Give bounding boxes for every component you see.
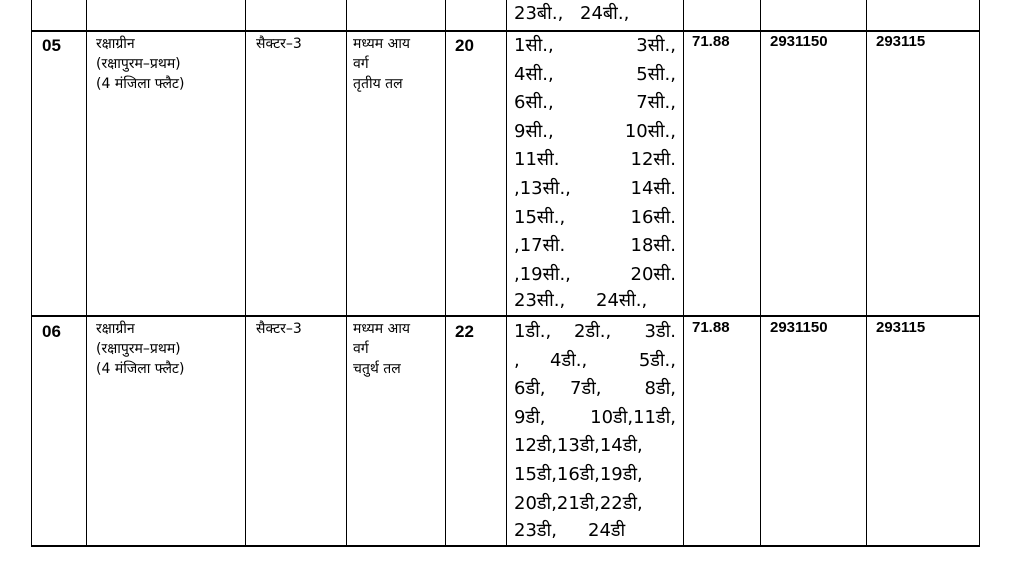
flat-number: ,13सी., xyxy=(514,178,571,199)
flat-line xyxy=(514,118,676,147)
flat-number: 2डी., xyxy=(574,321,612,342)
flat-number: 12सी. xyxy=(630,149,676,171)
flat-line xyxy=(514,32,676,61)
flat-number: ,17सी. xyxy=(514,235,566,257)
flat-line xyxy=(514,461,676,490)
flat-number: 8डी, xyxy=(644,378,676,400)
flat-line xyxy=(514,61,676,90)
flat-number: 4सी., xyxy=(514,63,554,85)
flat-number: 23डी, xyxy=(514,520,557,541)
flat-number: 10सी., xyxy=(624,120,676,142)
flat-line xyxy=(514,318,676,347)
flat-number: ,19सी., xyxy=(514,263,571,285)
flat-number: 9सी., xyxy=(514,120,554,142)
flat-number: 7डी, xyxy=(570,378,602,400)
price-value: 2931150 xyxy=(770,319,828,336)
flat-number: 4डी., xyxy=(550,349,588,371)
price-value: 2931150 xyxy=(770,33,828,50)
previous-row-flats xyxy=(514,0,680,29)
flat-number: 6डी, xyxy=(514,378,546,400)
flat-number: 10डी,11डी, xyxy=(590,406,676,428)
col-divider xyxy=(506,0,507,547)
flat-number: 5डी., xyxy=(638,349,676,371)
flat-number: 12डी,13डी,14डी, xyxy=(514,435,643,457)
flat-number: 18सी. xyxy=(630,235,676,257)
area-value: 71.88 xyxy=(692,319,730,336)
serial-number: 05 xyxy=(42,36,61,55)
scheme-name-line: (रक्षापुरम–प्रथम) xyxy=(96,56,181,72)
flat-count: 22 xyxy=(455,322,474,341)
deposit-value: 293115 xyxy=(876,319,926,336)
flat-number: 15डी,16डी,19डी, xyxy=(514,464,643,485)
flat-number: 23बी., xyxy=(514,3,564,24)
col-divider xyxy=(346,0,347,547)
scheme-name-line: (4 मंजिला फ्लैट) xyxy=(96,76,185,92)
scheme-name-line: रक्षाग्रीन xyxy=(96,36,135,52)
category-line: चतुर्थ तल xyxy=(353,361,401,377)
income-category xyxy=(353,319,410,379)
col-divider xyxy=(245,0,246,547)
category-line: वर्ग xyxy=(353,341,369,357)
flat-number: 1सी., xyxy=(514,35,554,56)
flat-line xyxy=(514,261,676,290)
col-divider xyxy=(31,0,32,547)
flat-number: 3सी., xyxy=(636,35,676,56)
col-divider xyxy=(979,0,980,547)
flat-count: 20 xyxy=(455,36,474,55)
flat-number: , xyxy=(514,349,520,371)
category-line: तृतीय तल xyxy=(353,76,403,92)
col-divider xyxy=(445,0,446,547)
col-divider xyxy=(760,0,761,547)
income-category xyxy=(353,34,410,94)
category-line: मध्यम आय xyxy=(353,36,411,52)
deposit-value: 293115 xyxy=(876,33,926,50)
area-value: 71.88 xyxy=(692,33,730,50)
sector: सैक्टर–3 xyxy=(256,321,302,337)
flat-number: 6सी., xyxy=(514,92,554,114)
col-divider xyxy=(866,0,867,547)
flat-number: 7सी., xyxy=(636,92,676,114)
flat-number: 3डी. xyxy=(644,321,676,342)
category-line: वर्ग xyxy=(353,56,369,72)
category-line: मध्यम आय xyxy=(353,321,411,337)
flat-number: 24सी., xyxy=(596,290,648,311)
flat-line xyxy=(514,89,676,118)
scheme-name xyxy=(96,319,184,379)
flat-line xyxy=(514,232,676,261)
flat-line xyxy=(514,517,676,546)
scheme-name xyxy=(96,34,184,94)
flat-line xyxy=(514,432,676,461)
flat-number: 20डी,21डी,22डी, xyxy=(514,492,643,514)
scheme-name-line: (रक्षापुरम–प्रथम) xyxy=(96,341,181,357)
flat-number: 15सी., xyxy=(514,206,566,228)
flat-number: 16सी. xyxy=(630,206,676,228)
flat-number: 24बी., xyxy=(580,3,630,24)
flat-number: 1डी., xyxy=(514,321,552,342)
flat-number: 20सी. xyxy=(630,263,676,285)
flat-line xyxy=(514,204,676,233)
flat-number: 9डी, xyxy=(514,406,546,428)
flat-line xyxy=(514,404,676,433)
scheme-name-line: रक्षाग्रीन xyxy=(96,321,135,337)
flat-number: 14सी. xyxy=(630,178,676,199)
flat-line xyxy=(514,375,676,404)
sector: सैक्टर–3 xyxy=(256,36,302,52)
col-divider xyxy=(86,0,87,547)
serial-number: 06 xyxy=(42,322,61,341)
flat-number: 5सी., xyxy=(636,63,676,85)
flat-line xyxy=(514,287,676,316)
flat-line xyxy=(514,146,676,175)
flat-number: 24डी xyxy=(588,520,626,541)
flat-number: 11सी. xyxy=(514,149,560,171)
col-divider xyxy=(683,0,684,547)
flat-line xyxy=(514,175,676,204)
scheme-name-line: (4 मंजिला फ्लैट) xyxy=(96,361,185,377)
flat-line xyxy=(514,490,676,519)
flat-line xyxy=(514,347,676,376)
flat-number: 23सी., xyxy=(514,290,566,311)
